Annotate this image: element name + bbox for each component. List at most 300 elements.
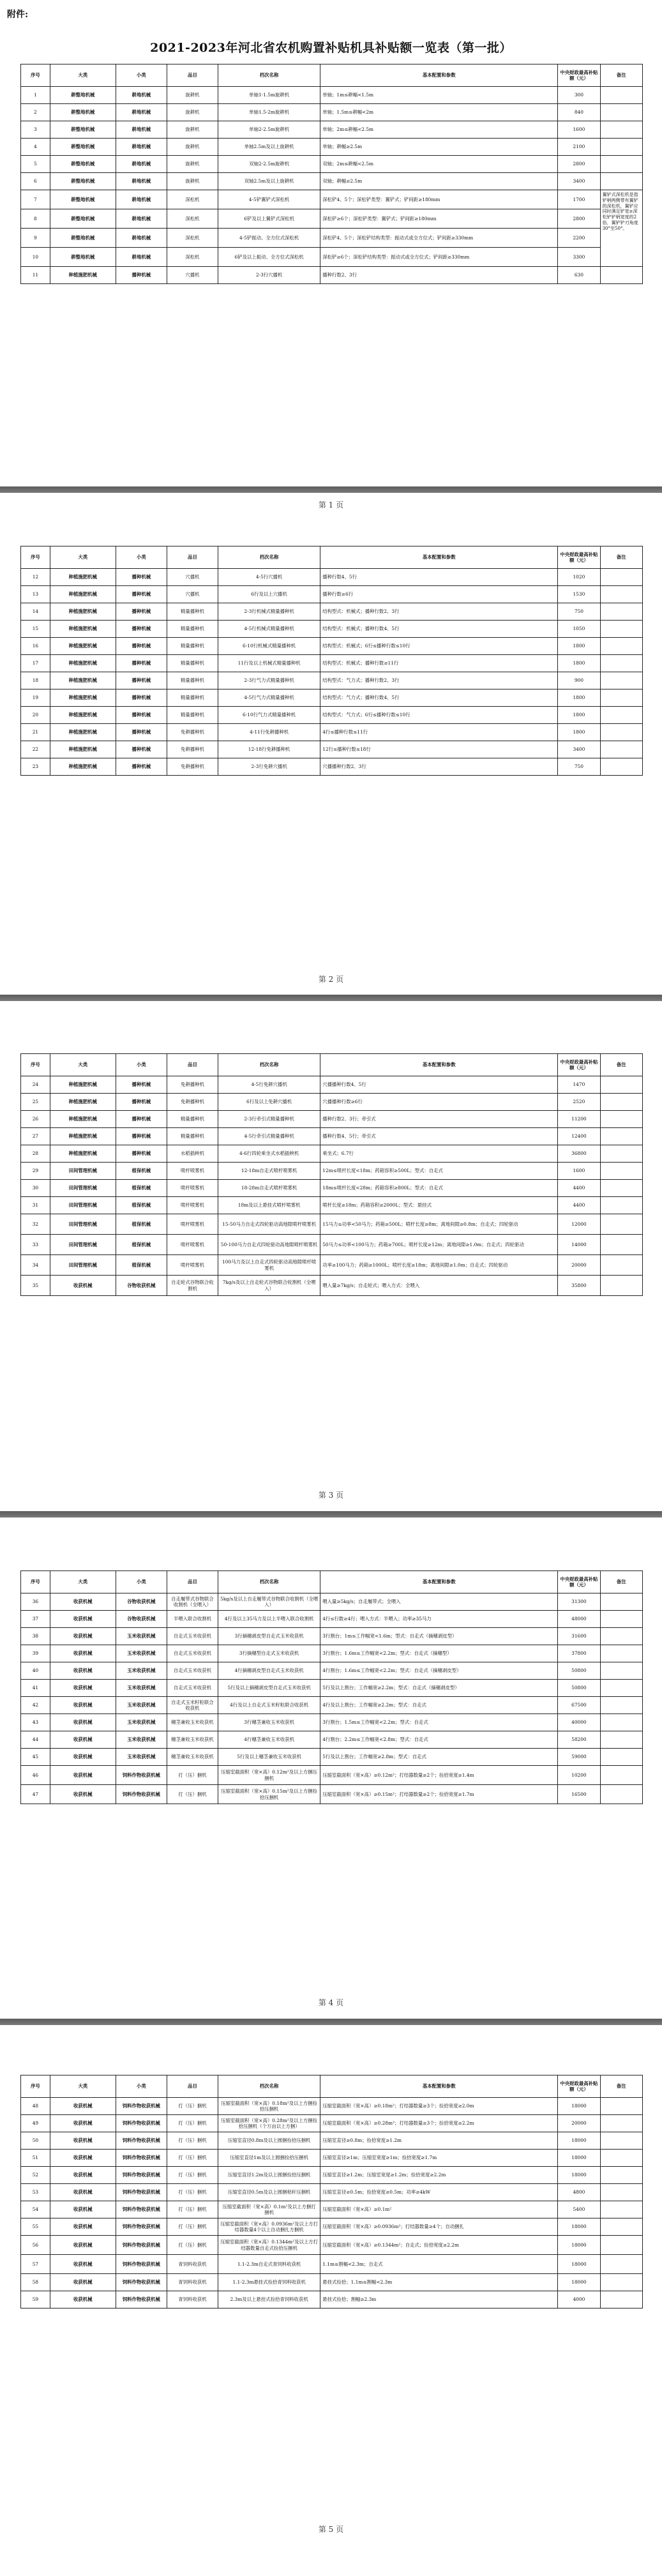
row-remark — [600, 1180, 642, 1197]
row-spec: 单轴；2m≤耕幅<2.5m — [320, 121, 558, 139]
row-category: 田间管理机械 — [50, 1255, 116, 1276]
row-number: 12 — [21, 569, 50, 586]
row-grade-name: 50-100马力自走式四轮驱动高地隙喷杆喷雾机 — [218, 1235, 320, 1255]
table-row — [21, 190, 643, 209]
row-spec: 结构型式：气力式；6行≤播种行数≤10行 — [320, 707, 558, 724]
row-subcategory: 播种机械 — [116, 724, 167, 741]
page-number: 第 1 页 — [318, 501, 344, 509]
row-item: 旋耕机 — [167, 139, 218, 156]
column-header: 大类 — [50, 1054, 116, 1076]
table-row — [21, 1111, 643, 1128]
table-row — [21, 689, 643, 707]
row-spec: 4行及以上割台；工作幅宽≥2.2m；型式：自走式 — [320, 1697, 558, 1714]
subsidy-table — [20, 1570, 643, 1804]
row-category: 收获机械 — [50, 1662, 116, 1680]
row-subsidy-amount: 1050 — [558, 621, 600, 638]
table-header-row — [21, 1054, 643, 1076]
column-header: 基本配置和参数 — [320, 546, 558, 569]
table-header-row — [21, 546, 643, 569]
row-grade-name: 6行及以上免耕穴播机 — [218, 1094, 320, 1111]
row-subcategory: 玉米收获机械 — [116, 1731, 167, 1749]
row-subcategory: 播种机械 — [116, 707, 167, 724]
row-subsidy-amount: 31600 — [558, 1628, 600, 1645]
row-category: 收获机械 — [50, 1785, 116, 1804]
row-remark — [600, 672, 642, 689]
row-item: 穗茎兼收玉米收获机 — [167, 1731, 218, 1749]
column-header: 品目 — [167, 1054, 218, 1076]
row-remark — [600, 1611, 642, 1628]
row-subcategory: 饲料作物收获机械 — [116, 2098, 167, 2115]
row-number: 20 — [21, 707, 50, 724]
column-header: 序号 — [21, 2075, 50, 2098]
row-subsidy-amount: 2100 — [558, 139, 600, 156]
row-subsidy-amount: 48000 — [558, 1611, 600, 1628]
table-row — [21, 1731, 643, 1749]
row-category: 种植施肥机械 — [50, 758, 116, 776]
row-subsidy-amount: 1700 — [558, 190, 600, 209]
table-row — [21, 2184, 643, 2201]
row-subcategory: 播种机械 — [116, 655, 167, 672]
row-item: 打（压）捆机 — [167, 2201, 218, 2218]
row-spec: 4行割台；1.6m≤工作幅宽<2.2m；型式：自走式（摘穗剥皮型） — [320, 1662, 558, 1680]
row-spec: 穴播播种行数4、5行 — [320, 1076, 558, 1094]
row-item: 穴播机 — [167, 267, 218, 284]
row-grade-name: 6铲及以上翼铲式深松机 — [218, 209, 320, 229]
row-category: 收获机械 — [50, 2098, 116, 2115]
row-number: 33 — [21, 1235, 50, 1255]
row-item: 自走式玉米收获机 — [167, 1645, 218, 1662]
row-subcategory: 耕地机械 — [116, 173, 167, 190]
row-remark — [600, 1593, 642, 1611]
row-item: 自走轮式谷物联合收割机 — [167, 1276, 218, 1296]
row-grade-name: 18m及以上悬挂式喷杆喷雾机 — [218, 1197, 320, 1214]
row-item: 穴播机 — [167, 569, 218, 586]
row-grade-name: 4行及以上自走式玉米籽粒联合收获机 — [218, 1697, 320, 1714]
row-number: 23 — [21, 758, 50, 776]
row-subcategory: 植保机械 — [116, 1214, 167, 1235]
table-row — [21, 758, 643, 776]
row-grade-name: 7kg/s及以上自走轮式谷物联合收割机（全喂入） — [218, 1276, 320, 1296]
row-grade-name: 4-5行穴播机 — [218, 569, 320, 586]
row-remark — [600, 1111, 642, 1128]
row-remark — [600, 1749, 642, 1766]
row-category: 田间管理机械 — [50, 1163, 116, 1180]
row-remark — [600, 569, 642, 586]
row-item: 穗茎兼收玉米收获机 — [167, 1714, 218, 1731]
row-category: 田间管理机械 — [50, 1235, 116, 1255]
row-subsidy-amount: 50800 — [558, 1680, 600, 1697]
row-number: 57 — [21, 2255, 50, 2274]
row-subcategory: 饲料作物收获机械 — [116, 2184, 167, 2201]
row-subsidy-amount: 18000 — [558, 2167, 600, 2184]
row-spec: 12行≤播种行数≤18行 — [320, 741, 558, 758]
row-item: 精量播种机 — [167, 655, 218, 672]
row-spec: 结构型式：机械式；播种行数4、5行 — [320, 621, 558, 638]
row-subsidy-amount: 1600 — [558, 121, 600, 139]
row-number: 43 — [21, 1714, 50, 1731]
column-header: 备注 — [600, 1571, 642, 1593]
row-subcategory: 耕地机械 — [116, 209, 167, 229]
row-grade-name: 2-3行免耕穴播机 — [218, 758, 320, 776]
row-item: 免耕播种机 — [167, 724, 218, 741]
row-spec: 功率≥100马力；药箱≥1000L；喷杆长度≥18m；离地间隙≥1.0m；自走式；四轮驱动 — [320, 1255, 558, 1276]
row-subsidy-amount: 18000 — [558, 2098, 600, 2115]
row-item: 穴播机 — [167, 586, 218, 603]
row-item: 自走式玉米收获机 — [167, 1680, 218, 1697]
table-row — [21, 1714, 643, 1731]
row-subcategory: 播种机械 — [116, 1111, 167, 1128]
row-category: 种植施肥机械 — [50, 1076, 116, 1094]
row-item: 深松机 — [167, 209, 218, 229]
row-number: 13 — [21, 586, 50, 603]
row-grade-name: 3行摘穗剥皮型自走式玉米收获机 — [218, 1628, 320, 1645]
row-subcategory: 耕地机械 — [116, 190, 167, 209]
row-grade-name: 100马力及以上自走式四轮驱动高地隙喷杆喷雾机 — [218, 1255, 320, 1276]
row-subsidy-amount: 1800 — [558, 655, 600, 672]
table-row — [21, 621, 643, 638]
table-row — [21, 156, 643, 173]
row-category: 收获机械 — [50, 2291, 116, 2309]
row-remark — [600, 1235, 642, 1255]
table-row — [21, 1235, 643, 1255]
row-remark — [600, 1714, 642, 1731]
table-row — [21, 1662, 643, 1680]
table-row — [21, 586, 643, 603]
row-number: 30 — [21, 1180, 50, 1197]
row-number: 48 — [21, 2098, 50, 2115]
column-header: 中央财政最高补贴额（元） — [558, 1571, 600, 1593]
row-grade-name: 3行摘穗型自走式玉米收获机 — [218, 1645, 320, 1662]
table-row — [21, 1785, 643, 1804]
row-remark — [600, 2201, 642, 2218]
row-item: 穗茎兼收玉米收获机 — [167, 1749, 218, 1766]
row-remark — [600, 1163, 642, 1180]
row-spec: 播种行数2、3行；牵引式 — [320, 1111, 558, 1128]
row-remark — [600, 621, 642, 638]
row-item: 深松机 — [167, 229, 218, 248]
row-remark — [600, 104, 642, 121]
row-number: 8 — [21, 209, 50, 229]
row-number: 3 — [21, 121, 50, 139]
row-subsidy-amount: 11200 — [558, 1111, 600, 1128]
row-subsidy-amount: 1800 — [558, 689, 600, 707]
row-category: 收获机械 — [50, 2255, 116, 2274]
row-item: 水稻插秧机 — [167, 1145, 218, 1163]
row-subsidy-amount: 12400 — [558, 1128, 600, 1145]
column-header: 备注 — [600, 546, 642, 569]
table-header-row — [21, 2075, 643, 2098]
row-spec: 单轴；耕幅≥2.5m — [320, 139, 558, 156]
row-number: 37 — [21, 1611, 50, 1628]
row-subcategory: 饲料作物收获机械 — [116, 1785, 167, 1804]
row-grade-name: 4-11行免耕播种机 — [218, 724, 320, 741]
row-item: 喷杆喷雾机 — [167, 1180, 218, 1197]
row-category: 耕整地机械 — [50, 248, 116, 267]
row-category: 种植施肥机械 — [50, 1111, 116, 1128]
row-item: 深松机 — [167, 248, 218, 267]
row-number: 15 — [21, 621, 50, 638]
row-remark: 翼铲式深松机是指铲柄两侧带有翼铲的深松机，翼铲应同时满足铲宽≥深松铲铲柄宽度的2倍，翼铲铲刃角度30°至50°。 — [600, 190, 642, 267]
row-grade-name: 2-3行机械式精量播种机 — [218, 603, 320, 621]
row-item: 打（压）捆机 — [167, 1766, 218, 1785]
row-category: 种植施肥机械 — [50, 689, 116, 707]
row-remark — [600, 1766, 642, 1785]
row-subcategory: 播种机械 — [116, 672, 167, 689]
row-number: 18 — [21, 672, 50, 689]
row-subsidy-amount: 58200 — [558, 1731, 600, 1749]
row-category: 种植施肥机械 — [50, 569, 116, 586]
row-item: 喷杆喷雾机 — [167, 1235, 218, 1255]
row-remark — [600, 1276, 642, 1296]
row-grade-name: 4-5行气力式精量播种机 — [218, 689, 320, 707]
row-grade-name: 压缩室截面积（宽×高）0.0936m²及以上方打结器数量4个以上自动捆扎方捆机 — [218, 2218, 320, 2236]
row-subsidy-amount: 18000 — [558, 2274, 600, 2291]
table-row — [21, 248, 643, 267]
row-grade-name: 2.3m及以上悬挂式捡拾青饲料收获机 — [218, 2291, 320, 2309]
column-header: 中央财政最高补贴额（元） — [558, 64, 600, 87]
row-spec: 结构型式：机械式；播种行数≥11行 — [320, 655, 558, 672]
row-remark — [600, 1145, 642, 1163]
row-number: 39 — [21, 1645, 50, 1662]
row-spec: 结构型式：机械式；6行≤播种行数≤10行 — [320, 638, 558, 655]
row-grade-name: 15-50马力自走式四轮驱动高地隙喷杆喷雾机 — [218, 1214, 320, 1235]
subsidy-table — [20, 64, 643, 284]
row-grade-name: 双轴2.5m及以上旋耕机 — [218, 173, 320, 190]
row-subcategory: 植保机械 — [116, 1163, 167, 1180]
row-subcategory: 播种机械 — [116, 267, 167, 284]
row-item: 自走式玉米籽粒联合收获机 — [167, 1697, 218, 1714]
table-row — [21, 707, 643, 724]
row-subsidy-amount: 840 — [558, 104, 600, 121]
row-subcategory: 播种机械 — [116, 638, 167, 655]
row-subsidy-amount: 14000 — [558, 1235, 600, 1255]
row-grade-name: 11行及以上机械式精量播种机 — [218, 655, 320, 672]
row-remark — [600, 1076, 642, 1094]
row-subcategory: 植保机械 — [116, 1197, 167, 1214]
column-header: 小类 — [116, 64, 167, 87]
column-header: 品目 — [167, 2075, 218, 2098]
column-header: 品目 — [167, 1571, 218, 1593]
row-item: 打（压）捆机 — [167, 1785, 218, 1804]
page-number: 第 3 页 — [318, 1491, 344, 1500]
row-item: 打（压）捆机 — [167, 2218, 218, 2236]
row-item: 精量播种机 — [167, 1111, 218, 1128]
page-number: 第 5 页 — [318, 2525, 344, 2534]
row-number: 36 — [21, 1593, 50, 1611]
row-category: 收获机械 — [50, 1611, 116, 1628]
column-header: 基本配置和参数 — [320, 64, 558, 87]
row-spec: 压缩室截面积（宽×高）≥0.28m²；打结器数量≥3个；捡拾宽度≥2.2m — [320, 2115, 558, 2132]
row-spec: 喂入量≥7kg/s；自走轮式；喂入方式：全喂入 — [320, 1276, 558, 1296]
row-spec: 压缩室直径≥0.8m；捡拾宽度≥1.2m — [320, 2132, 558, 2150]
row-remark — [600, 2274, 642, 2291]
row-category: 收获机械 — [50, 1731, 116, 1749]
table-row — [21, 1180, 643, 1197]
table-row — [21, 2274, 643, 2291]
row-grade-name: 12-18行免耕播种机 — [218, 741, 320, 758]
row-subsidy-amount: 50800 — [558, 1662, 600, 1680]
row-number: 19 — [21, 689, 50, 707]
column-header: 品目 — [167, 64, 218, 87]
row-subsidy-amount: 10200 — [558, 1766, 600, 1785]
row-category: 田间管理机械 — [50, 1214, 116, 1235]
row-remark — [600, 707, 642, 724]
row-subcategory: 播种机械 — [116, 758, 167, 776]
row-subcategory: 玉米收获机械 — [116, 1749, 167, 1766]
row-spec: 播种行数4、5行；牵引式 — [320, 1128, 558, 1145]
row-spec: 50马力≤功率<100马力；药箱≥700L；喷杆长度≥12m；离地间隙≥1.0m；自走式；四轮驱动 — [320, 1235, 558, 1255]
row-category: 耕整地机械 — [50, 190, 116, 209]
row-category: 收获机械 — [50, 1697, 116, 1714]
row-category: 收获机械 — [50, 1645, 116, 1662]
row-number: 21 — [21, 724, 50, 741]
row-spec: 4行≤行数≥4行；喂入方式：半喂入；功率≥35马力 — [320, 1611, 558, 1628]
column-header: 备注 — [600, 1054, 642, 1076]
row-number: 49 — [21, 2115, 50, 2132]
row-subsidy-amount: 67500 — [558, 1697, 600, 1714]
row-number: 6 — [21, 173, 50, 190]
row-subsidy-amount: 1020 — [558, 569, 600, 586]
row-grade-name: 压缩室截面积（宽×高）0.18m²及以上方捆捡拾压捆机 — [218, 2098, 320, 2115]
row-grade-name: 4行及以上35马力及以上半喂入联合收割机 — [218, 1611, 320, 1628]
row-remark — [600, 267, 642, 284]
row-number: 4 — [21, 139, 50, 156]
row-item: 打（压）捆机 — [167, 2184, 218, 2201]
table-row — [21, 209, 643, 229]
row-category: 收获机械 — [50, 1749, 116, 1766]
row-number: 31 — [21, 1197, 50, 1214]
row-category: 耕整地机械 — [50, 209, 116, 229]
row-category: 种植施肥机械 — [50, 707, 116, 724]
row-subsidy-amount: 1800 — [558, 707, 600, 724]
row-number: 17 — [21, 655, 50, 672]
row-subsidy-amount: 3300 — [558, 248, 600, 267]
row-subcategory: 玉米收获机械 — [116, 1662, 167, 1680]
row-subsidy-amount: 300 — [558, 87, 600, 104]
row-subcategory: 饲料作物收获机械 — [116, 2150, 167, 2167]
row-grade-name: 12-18m自走式喷杆喷雾机 — [218, 1163, 320, 1180]
row-subsidy-amount: 40000 — [558, 1714, 600, 1731]
row-subsidy-amount: 36800 — [558, 1145, 600, 1163]
row-remark — [600, 1128, 642, 1145]
row-item: 旋耕机 — [167, 173, 218, 190]
row-item: 青饲料收获机 — [167, 2255, 218, 2274]
table-row — [21, 1749, 643, 1766]
row-spec: 悬挂式捡拾；割幅≥2.3m — [320, 2291, 558, 2309]
row-subcategory: 播种机械 — [116, 586, 167, 603]
row-spec: 5行及以上割台；工作幅宽≥2.8m；型式：自走式 — [320, 1749, 558, 1766]
row-grade-name: 4-5行牵引式精量播种机 — [218, 1128, 320, 1145]
row-spec: 压缩室截面积（宽×高）≥0.12m²；打结器数量≥2个；捡拾宽度≥1.4m — [320, 1766, 558, 1785]
row-grade-name: 2-3行穴播机 — [218, 267, 320, 284]
column-header: 档次名称 — [218, 2075, 320, 2098]
table-row — [21, 1680, 643, 1697]
row-subcategory: 播种机械 — [116, 741, 167, 758]
row-subsidy-amount: 4400 — [558, 1180, 600, 1197]
row-subsidy-amount: 3400 — [558, 741, 600, 758]
subsidy-table — [20, 2075, 643, 2309]
row-grade-name: 单轴1-1.5m旋耕机 — [218, 87, 320, 104]
row-category: 种植施肥机械 — [50, 741, 116, 758]
row-category: 耕整地机械 — [50, 156, 116, 173]
row-grade-name: 双轴2-2.5m旋耕机 — [218, 156, 320, 173]
column-header: 基本配置和参数 — [320, 1571, 558, 1593]
row-remark — [600, 655, 642, 672]
row-grade-name: 1.1-2.3m悬挂式捡拾青饲料收获机 — [218, 2274, 320, 2291]
row-category: 收获机械 — [50, 2167, 116, 2184]
row-item: 精量播种机 — [167, 1128, 218, 1145]
row-spec: 3行割台；1m≤工作幅宽<1.6m；型式：自走式（摘穗剥皮型） — [320, 1628, 558, 1645]
row-remark — [600, 586, 642, 603]
page-separator — [0, 995, 662, 1001]
row-category: 耕整地机械 — [50, 173, 116, 190]
column-header: 档次名称 — [218, 64, 320, 87]
row-grade-name: 压缩室截面积（宽×高）0.15m²及以上方捆捡拾压捆机 — [218, 1785, 320, 1804]
row-category: 收获机械 — [50, 2274, 116, 2291]
table-row — [21, 569, 643, 586]
row-grade-name: 6-10行气力式精量播种机 — [218, 707, 320, 724]
row-subcategory: 播种机械 — [116, 689, 167, 707]
row-spec: 喂入量≥5kg/s；自走履带式；全喂入 — [320, 1593, 558, 1611]
row-remark — [600, 1214, 642, 1235]
row-subsidy-amount: 3400 — [558, 173, 600, 190]
column-header: 品目 — [167, 546, 218, 569]
row-item: 打（压）捆机 — [167, 2098, 218, 2115]
row-number: 7 — [21, 190, 50, 209]
table-row — [21, 229, 643, 248]
column-header: 大类 — [50, 64, 116, 87]
column-header: 中央财政最高补贴额（元） — [558, 2075, 600, 2098]
row-category: 收获机械 — [50, 1766, 116, 1785]
row-item: 旋耕机 — [167, 104, 218, 121]
row-grade-name: 压缩室直径1.2m及以上圆捆捡拾压捆机 — [218, 2167, 320, 2184]
row-number: 55 — [21, 2218, 50, 2236]
page-separator — [0, 486, 662, 493]
table-row — [21, 1611, 643, 1628]
page-number: 第 2 页 — [318, 975, 344, 984]
row-number: 50 — [21, 2132, 50, 2150]
row-subsidy-amount: 59000 — [558, 1749, 600, 1766]
row-subcategory: 植保机械 — [116, 1180, 167, 1197]
row-grade-name: 4-6行四轮乘坐式水稻插秧机 — [218, 1145, 320, 1163]
row-grade-name: 压缩室截面积（宽×高）0.28m²及以上方捆捡拾压捆机（个万亩以上方捆） — [218, 2115, 320, 2132]
row-spec: 深松铲4、5个；深松铲类型：翼铲式；铲间距≥180mm — [320, 190, 558, 209]
row-category: 收获机械 — [50, 2218, 116, 2236]
row-remark — [600, 1645, 642, 1662]
row-category: 收获机械 — [50, 1628, 116, 1645]
row-category: 种植施肥机械 — [50, 1094, 116, 1111]
row-item: 喷杆喷雾机 — [167, 1163, 218, 1180]
row-remark — [600, 173, 642, 190]
row-category: 收获机械 — [50, 1276, 116, 1296]
row-subsidy-amount: 18000 — [558, 2218, 600, 2236]
table-row — [21, 1128, 643, 1145]
row-grade-name: 压缩室截面积（宽×高）0.1m²及以上方捆打捆机 — [218, 2201, 320, 2218]
attachment-label: 附件: — [7, 10, 29, 20]
row-subcategory: 谷物收获机械 — [116, 1276, 167, 1296]
table-row — [21, 1255, 643, 1276]
row-remark — [600, 2098, 642, 2115]
row-grade-name: 6-10行机械式精量播种机 — [218, 638, 320, 655]
column-header: 档次名称 — [218, 1571, 320, 1593]
subsidy-table — [20, 1053, 643, 1296]
row-subsidy-amount: 1600 — [558, 1163, 600, 1180]
row-item: 免耕播种机 — [167, 1076, 218, 1094]
row-subcategory: 播种机械 — [116, 1076, 167, 1094]
page-separator — [0, 1511, 662, 1518]
row-remark — [600, 1628, 642, 1645]
subsidy-table — [20, 546, 643, 776]
